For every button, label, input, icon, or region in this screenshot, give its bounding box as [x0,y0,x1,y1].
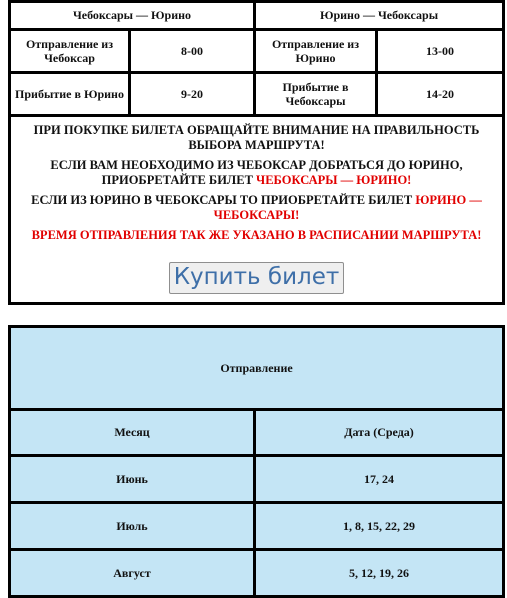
arrival-cheboksary-time: 14-20 [377,73,504,116]
notice-line-to-yurino [15,158,498,188]
schedule-month-cell: Август [10,550,255,597]
notice-line-schedule: ВРЕМЯ ОТПРАВЛЕНИЯ ТАК ЖЕ УКАЗАНО В РАСПИСАНИИ МАРШРУТА! [31,228,482,242]
schedule-month-cell: Июнь [10,456,255,503]
notice-box [10,116,504,304]
notice-line-to-cheboksary [15,193,498,223]
schedule-dates-cell: 1, 8, 15, 22, 29 [255,503,504,550]
schedule-dates-cell: 5, 12, 19, 26 [255,550,504,597]
notice-line-to-yurino-text: ЕСЛИ ВАМ НЕОБХОДИМО ИЗ ЧЕБОКСАР ДОБРАТЬСЯ ДО ЮРИНО, ПРИОБРЕТАЙТЕ БИЛЕТ [50,158,463,187]
route-row-departure [10,30,504,73]
schedule-month-cell: Июль [10,503,255,550]
buy-ticket-button[interactable]: Купить билет [169,262,345,294]
table-row [10,456,504,503]
schedule-header-row [10,410,504,456]
arrival-yurino-time: 9-20 [130,73,255,116]
column-header-date: Дата (Среда) [255,410,504,456]
route-table [8,0,505,305]
notice-row [10,116,504,304]
schedule-dates-cell: 17, 24 [255,456,504,503]
notice-route-yurino-cheboksary: ЮРИНО — ЧЕБОКСАРЫ! [213,193,482,222]
column-header-month: Месяц [10,410,255,456]
schedule-table [8,325,505,598]
notice-route-cheboksary-yurino: ЧЕБОКСАРЫ — ЮРИНО! [256,173,412,187]
route-header-cheboksary-yurino: Чебоксары — Юрино [10,2,255,30]
table-row [10,550,504,597]
arrival-yurino-label: Прибытие в Юрино [10,73,130,116]
notice-line-attention: ПРИ ПОКУПКЕ БИЛЕТА ОБРАЩАЙТЕ ВНИМАНИЕ НА ПРАВИЛЬНОСТЬ ВЫБОРА МАРШРУТА! [33,123,480,152]
departure-yurino-label: Отправление из Юрино [255,30,377,73]
route-header-yurino-cheboksary: Юрино — Чебоксары [255,2,504,30]
departure-yurino-time: 13-00 [377,30,504,73]
notice-line-to-cheboksary-text: ЕСЛИ ИЗ ЮРИНО В ЧЕБОКСАРЫ ТО ПРИОБРЕТАЙТЕ БИЛЕТ [31,193,416,207]
departure-cheboksary-label: Отправление из Чебоксар [10,30,130,73]
schedule-title-row [10,327,504,410]
departure-cheboksary-time: 8-00 [130,30,255,73]
route-header-row [10,2,504,30]
arrival-cheboksary-label: Прибытие в Чебоксары [255,73,377,116]
table-row [10,503,504,550]
route-row-arrival [10,73,504,116]
schedule-title: Отправление [10,327,504,410]
